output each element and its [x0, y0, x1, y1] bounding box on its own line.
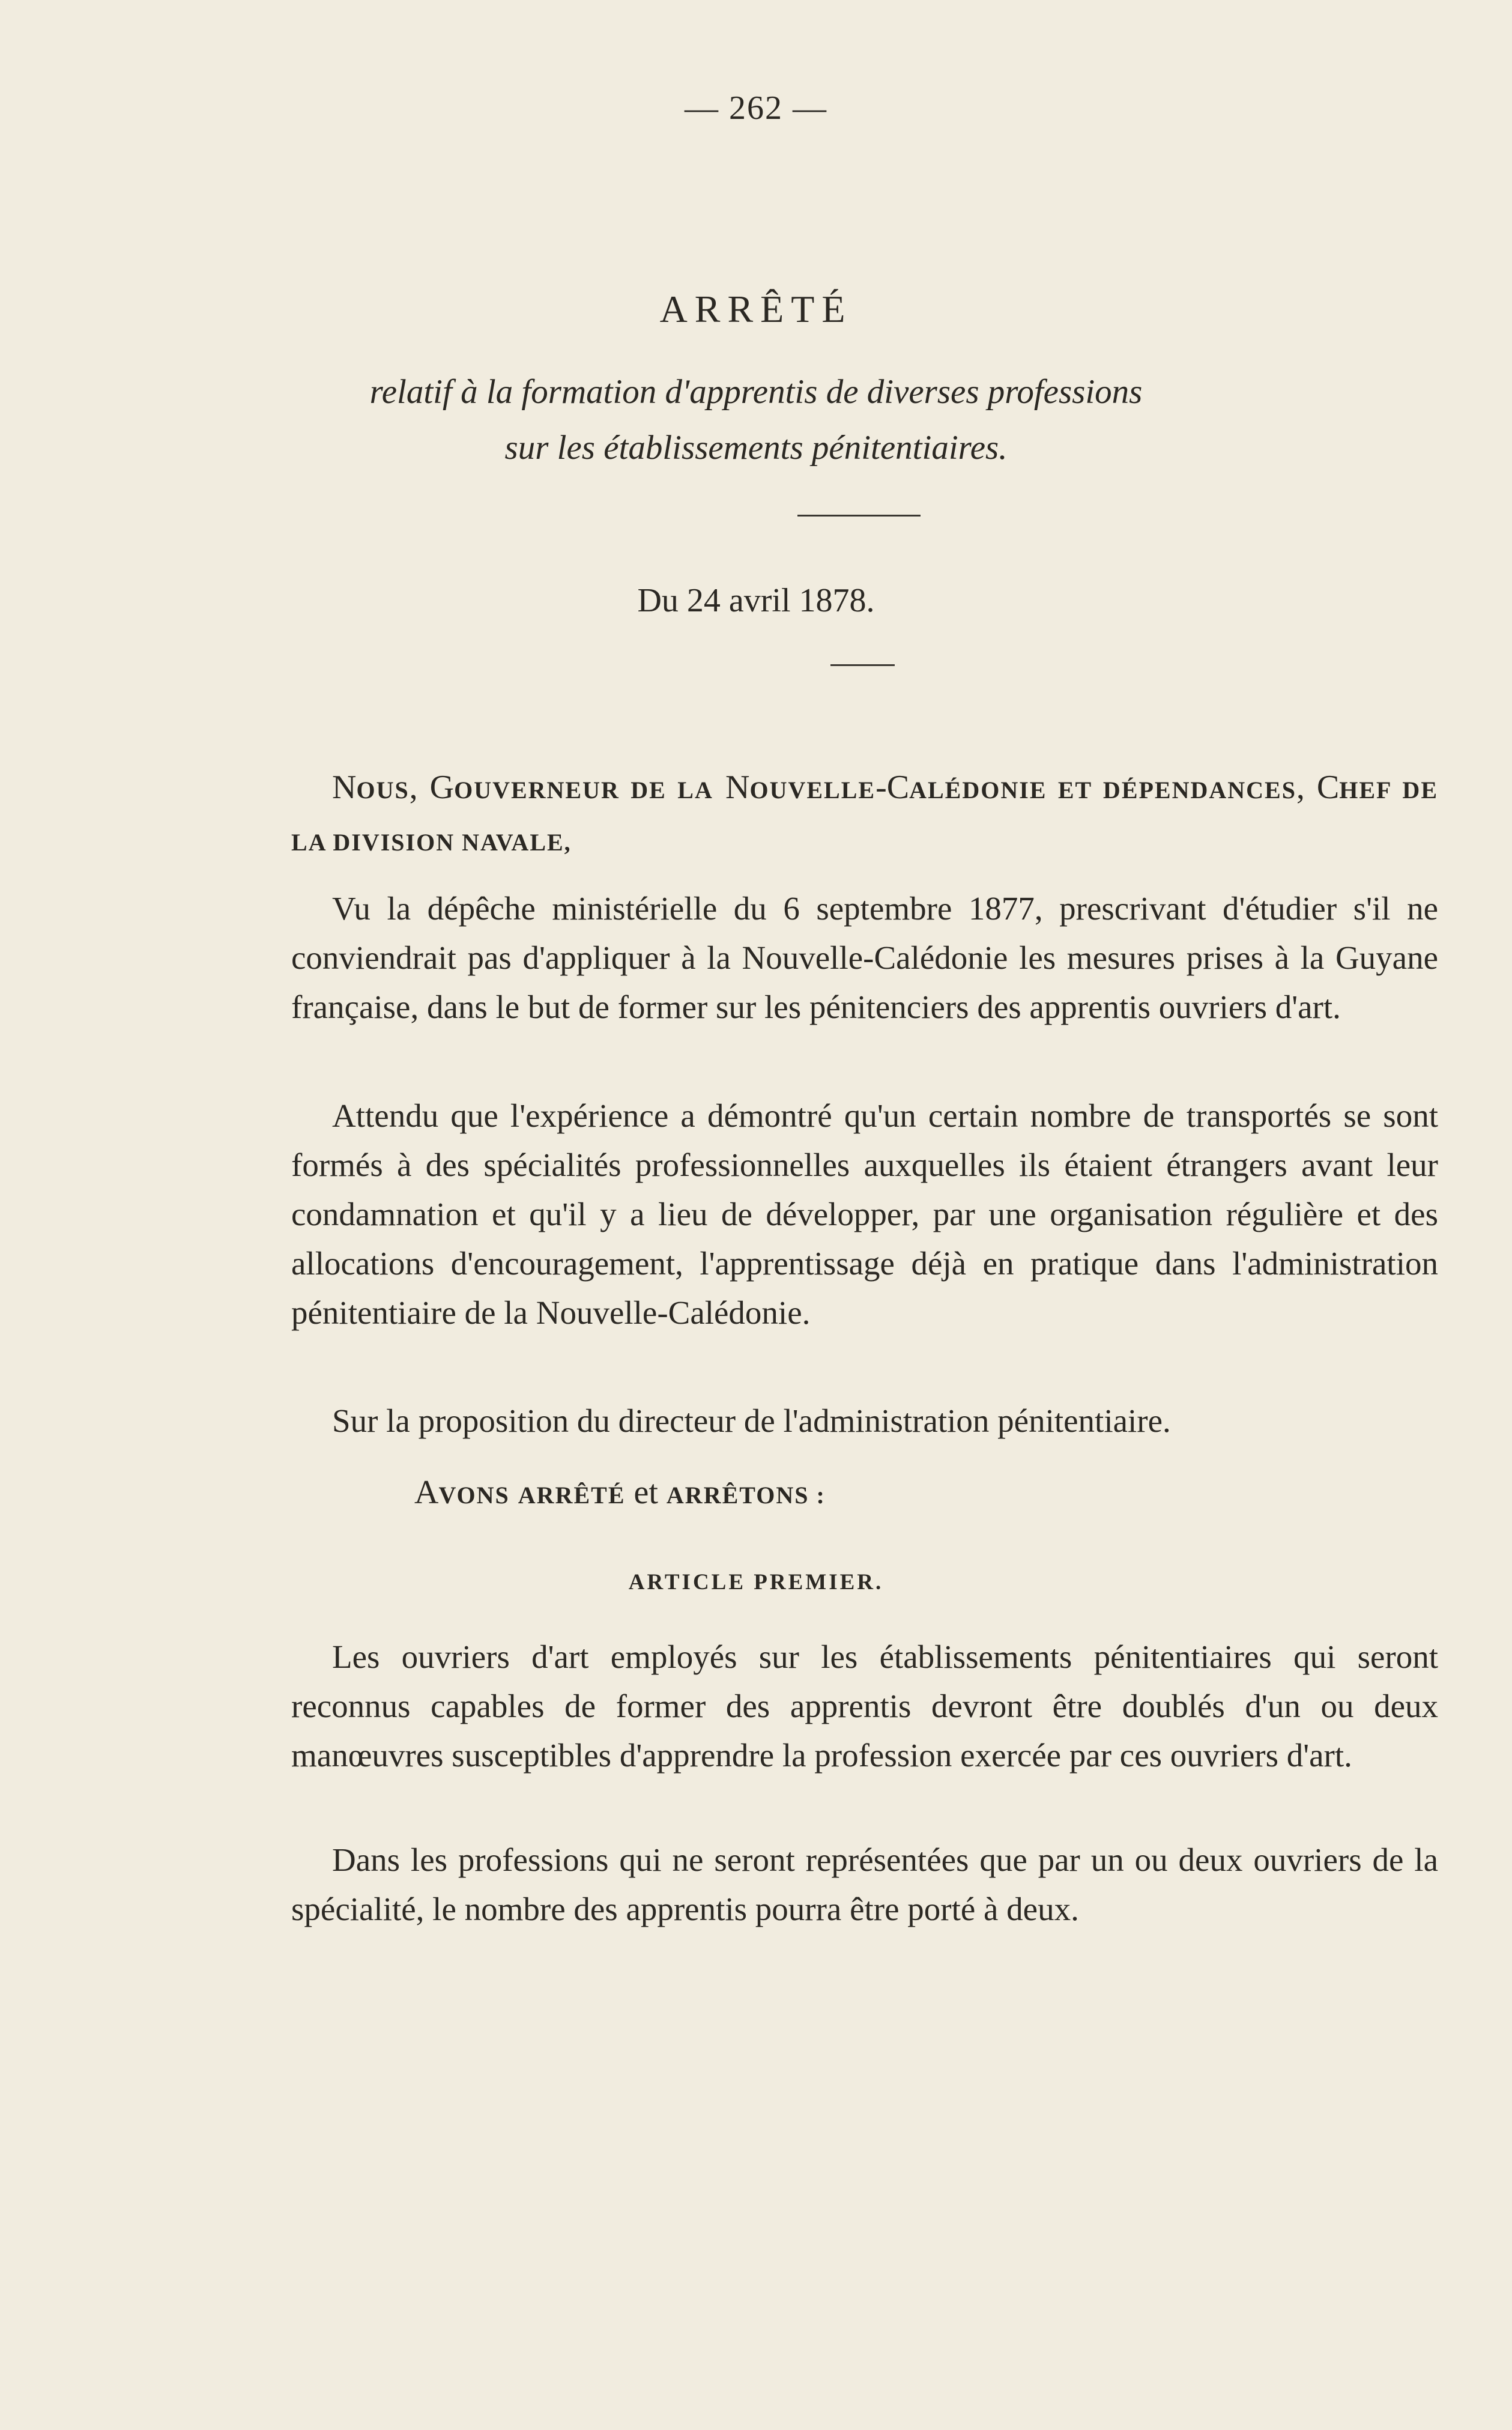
article-paragraph-1: Les ouvriers d'art employés sur les établissements pénitentiaires qui seront reconnus capables de former des apprentis devront être doublés d'un ou deux manœuvres susceptibles d'apprendre la profession exercée par ces ouvriers d'art.: [291, 1638, 1438, 1774]
decree-subtitle-line-2: sur les établissements pénitentiaires.: [504, 429, 1008, 467]
page-number: — 262 —: [685, 89, 827, 127]
separator-rule-short: [830, 664, 895, 666]
decree-subtitle-line-1: relatif à la formation d'apprentis de diverses professions: [369, 373, 1143, 411]
article-heading: ARTICLE PREMIER.: [628, 1570, 884, 1595]
decree-title: ARRÊTÉ: [659, 288, 853, 330]
enacting-clause: AVONS ARRÊTÉ et ARRÊTONS :: [414, 1474, 826, 1511]
paragraph-attendu: Attendu que l'expérience a démontré qu'un certain nombre de transportés se sont formés à des spécialités professionnelles auxquelles ils étaient étrangers avant leur condamnation et qu'il y a lieu de développer, par une organisation régulière et des allocations d'encouragement, l'apprentissage déjà en pratique dans l'administration pénitentiaire de la Nouvelle-Calédonie.: [291, 1097, 1438, 1331]
separator-rule: [797, 515, 921, 517]
preamble-nous: NOUS, GOUVERNEUR DE LA NOUVELLE-CALÉDONIE ET DÉPENDANCES, CHEF DE LA DIVISION NAVALE,: [291, 769, 1438, 856]
article-paragraph-2: Dans les professions qui ne seront représentées que par un ou deux ouvriers de la spécialité, le nombre des apprentis pourra être porté à deux.: [291, 1841, 1438, 1927]
decree-date: Du 24 avril 1878.: [637, 582, 875, 619]
paragraph-vu: Vu la dépêche ministérielle du 6 septembre 1877, prescrivant d'étudier s'il ne conviendrait pas d'appliquer à la Nouvelle-Calédonie les mesures prises à la Guyane française, dans le but de former sur les pénitenciers des apprentis ouvriers d'art.: [291, 890, 1438, 1025]
paragraph-sur: Sur la proposition du directeur de l'administration pénitentiaire.: [332, 1402, 1171, 1439]
